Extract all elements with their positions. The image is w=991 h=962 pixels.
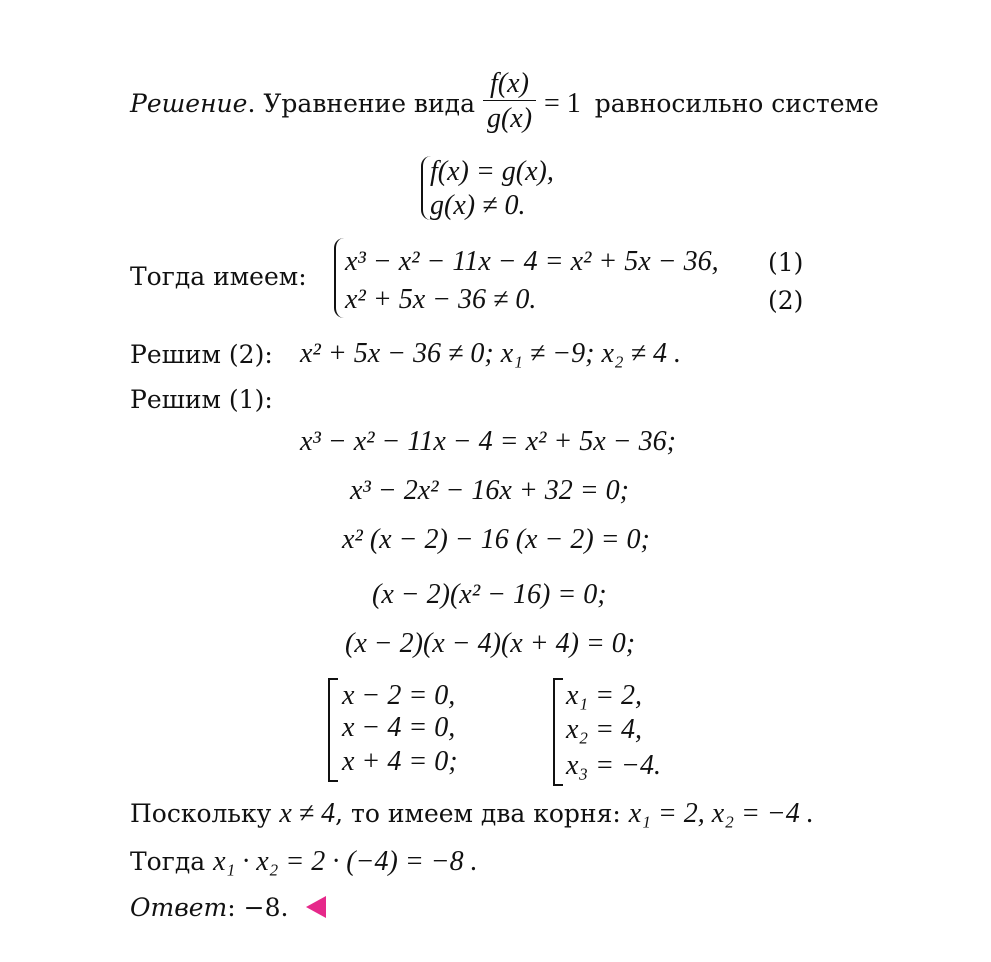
intro-tail: равносильно системе xyxy=(594,89,879,118)
step-1: x³ − x² − 11x − 4 = x² + 5x − 36; xyxy=(300,426,676,457)
intro-line xyxy=(130,68,879,137)
answer-label: Ответ xyxy=(130,893,228,922)
case-left-2: x − 4 = 0, xyxy=(342,712,456,743)
cases-right-bracket xyxy=(553,678,563,786)
case-right-2: x₂ = 4, xyxy=(566,714,643,745)
product-line xyxy=(130,848,478,876)
fraction-numerator: f(x) xyxy=(483,70,536,101)
case-right-1: x₁ = 2, xyxy=(566,680,643,711)
system-line-1: f(x) = g(x), xyxy=(430,156,554,187)
equals-one: = 1 xyxy=(543,88,581,119)
step-3: x² (x − 2) − 16 (x − 2) = 0; xyxy=(342,524,650,555)
cases-left-bracket xyxy=(328,678,338,782)
since-condition: x ≠ 4 xyxy=(279,798,336,829)
case-left-3: x + 4 = 0; xyxy=(342,746,458,777)
since-line xyxy=(130,800,814,828)
eq1-number: (1) xyxy=(768,248,804,277)
solve1-label: Решим (1): xyxy=(130,385,273,414)
product-label: Тогда xyxy=(130,847,206,876)
fraction xyxy=(483,70,536,133)
solve2-label: Решим (2): xyxy=(130,340,273,369)
solution-label: Решение xyxy=(130,89,248,118)
case-right-3: x₃ = −4. xyxy=(566,750,661,781)
step-4: (x − 2)(x² − 16) = 0; xyxy=(372,579,607,610)
step-5: (x − 2)(x − 4)(x + 4) = 0; xyxy=(345,628,636,659)
system-line-2: g(x) ≠ 0. xyxy=(430,190,526,221)
eq2-number: (2) xyxy=(768,286,804,315)
answer-value: : −8. xyxy=(227,893,289,922)
answer-line xyxy=(130,895,288,920)
intro-text: . Уравнение вида xyxy=(247,89,475,118)
case-left-1: x − 2 = 0, xyxy=(342,680,456,711)
end-marker-icon xyxy=(306,896,326,918)
step-2: x³ − 2x² − 16x + 32 = 0; xyxy=(350,475,629,506)
since-text: Поскольку xyxy=(130,799,272,828)
system2-eq2: x² + 5x − 36 ≠ 0. xyxy=(345,284,537,315)
product-expr: x₁ · x₂ = 2 · (−4) = −8 . xyxy=(213,846,478,877)
solve2-expr: x² + 5x − 36 ≠ 0; x₁ ≠ −9; x₂ ≠ 4 . xyxy=(300,338,682,369)
since-text-2: , то имеем два корня: xyxy=(335,799,621,828)
fraction-denominator: g(x) xyxy=(486,103,533,134)
then-label: Тогда имеем: xyxy=(130,262,307,291)
system2-brace xyxy=(334,238,344,318)
system2-eq1: x³ − x² − 11x − 4 = x² + 5x − 36, xyxy=(345,246,719,277)
since-roots: x₁ = 2, x₂ = −4 . xyxy=(628,798,814,829)
